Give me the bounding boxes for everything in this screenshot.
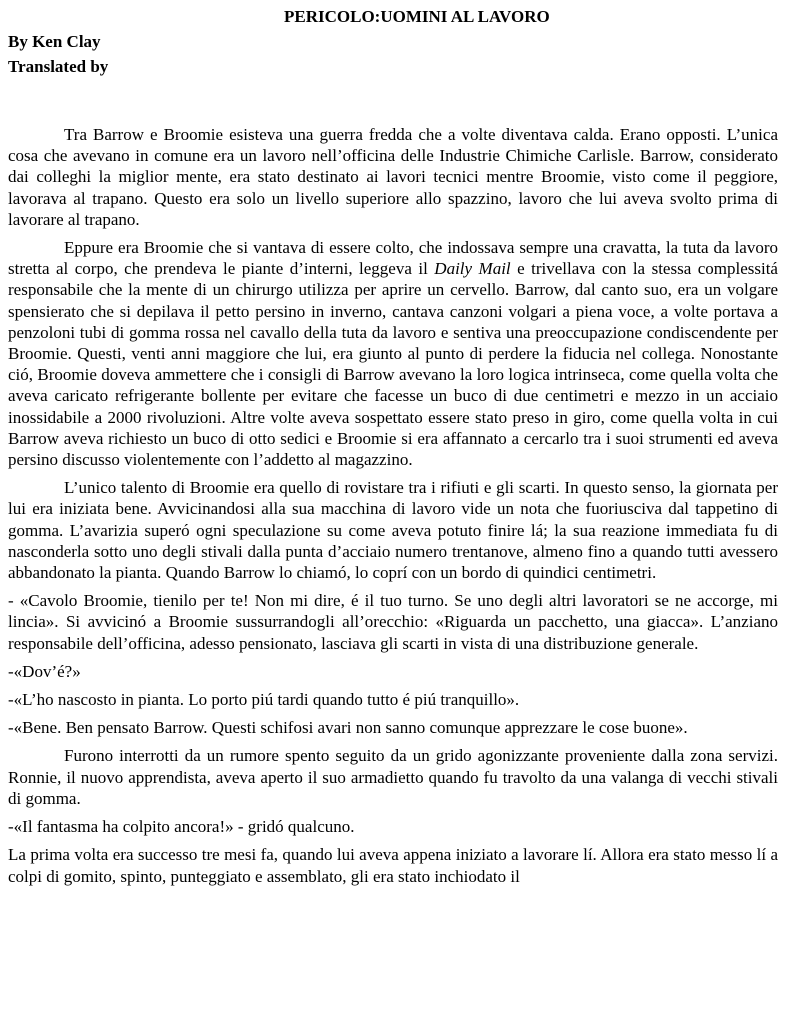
paragraph xyxy=(8,717,778,738)
translator-line: Translated by xyxy=(8,57,109,76)
paragraph-text: Tra Barrow e Broomie esisteva una guerra fredda che a volte diventava calda. Erano opposti. L’unica cosa che avevano in comune era un lavoro nell’officina delle Industrie Chimiche Carlisle. Barrow, considerato dai colleghi la miglior mente, era stato destinato ai lavori tecnici mentre Broomie, visto come il peggiore, lavorava al trapano. Questo era solo un livello superiore allo spazzino, lavoro che lui aveva svolto prima di lavorare al trapano. xyxy=(8,125,778,229)
paragraph xyxy=(8,745,778,809)
paragraph xyxy=(8,689,778,710)
paragraph-text: - «Cavolo Broomie, tienilo per te! Non mi dire, é il tuo turno. Se uno degli altri lavoratori se ne accorge, mi lincia». Si avvicinó a Broomie sussurrandogli all’orecchio: «Riguarda un pacchetto, una giacca». L’anziano responsabile dell’officina, adesso pensionato, lasciava gli scarti in vista di una distribuzione generale. xyxy=(8,591,778,653)
paragraph-text: e trivellava con la stessa complessitá responsabile che la mente di un chirurgo utilizza per aprire un cervello. Barrow, dal canto suo, era un volgare spensierato che si depilava il petto persino in inverno, cantava canzoni volgari a piena voce, a volte portava a penzoloni tubi di gomma rossa nel cavallo della tuta da lavoro e sentiva una preoccupazione condiscendente per Broomie. Questi, venti anni maggiore che lui, era giunto al punto di perdere la fiducia nel collega. Nonostante ció, Broomie doveva ammettere che i consigli di Barrow avevano la loro logica intrinseca, come quella volta che aveva caricato refrigerante bollente per evitare che facesse un buco di due centimetri e mezzo in un acciaio inossidabile a 2000 rivoluzioni. Altre volte aveva sospettato essere stato preso in giro, come quella volta in cui Barrow aveva richiesto un buco di otto sedici e Broomie si era affannato a cercarlo tra i suoi strumenti ed aveva persino discusso violentemente con l’addetto al magazzino. xyxy=(8,259,778,470)
document-body xyxy=(8,124,778,894)
paragraph-text: -«L’ho nascosto in pianta. Lo porto piú tardi quando tutto é piú tranquillo». xyxy=(8,690,520,710)
paragraph-text: -«Bene. Ben pensato Barrow. Questi schifosi avari non sanno comunque apprezzare le cose buone». xyxy=(8,718,688,738)
paragraph-text: La prima volta era successo tre mesi fa, quando lui aveva appena iniziato a lavorare lí. Allora era stato messo lí a colpi di gomito, spinto, punteggiato e assemblato, gli era stato inchiodato il xyxy=(8,845,778,886)
author-line: By Ken Clay xyxy=(8,32,101,51)
italic-text: Daily Mail xyxy=(434,259,511,279)
paragraph-text: Furono interrotti da un rumore spento seguito da un grido agonizzante proveniente dalla zona servizi. Ronnie, il nuovo apprendista, aveva aperto il suo armadietto quando fu travolto da una valanga di vecchi stivali di gomma. xyxy=(8,746,778,808)
paragraph xyxy=(8,124,778,230)
paragraph xyxy=(8,477,778,583)
paragraph xyxy=(8,237,778,470)
paragraph xyxy=(8,844,778,886)
paragraph xyxy=(8,816,778,837)
paragraph-text: L’unico talento di Broomie era quello di rovistare tra i rifiuti e gli scarti. In questo senso, la giornata per lui era iniziata bene. Avvicinandosi alla sua macchina di lavoro vide un nota che fuoriusciva dal tappetino di gomma. L’avarizia superó ogni speculazione su come aveva potuto finire lá; la sua reazione immediata fu di nasconderla sotto uno degli stivali dalla punta d’acciaio numero trentanove, almeno fino a quando tutti avessero abbandonato la pianta. Quando Barrow lo chiamó, lo coprí con un bordo di quindici centimetri. xyxy=(8,478,778,583)
paragraph-text: -«Il fantasma ha colpito ancora!» - gridó qualcuno. xyxy=(8,817,355,837)
paragraph-text: Eppure era Broomie che si vantava di essere colto, che indossava sempre una cravatta, la tuta da lavoro stretta al corpo, che prendeva le piante d’interni, leggeva il xyxy=(8,238,778,279)
document-title: PERICOLO:UOMINI AL LAVORO xyxy=(284,7,550,26)
paragraph-text: -«Dov’é?» xyxy=(8,661,81,681)
paragraph xyxy=(8,661,778,682)
paragraph xyxy=(8,590,778,654)
